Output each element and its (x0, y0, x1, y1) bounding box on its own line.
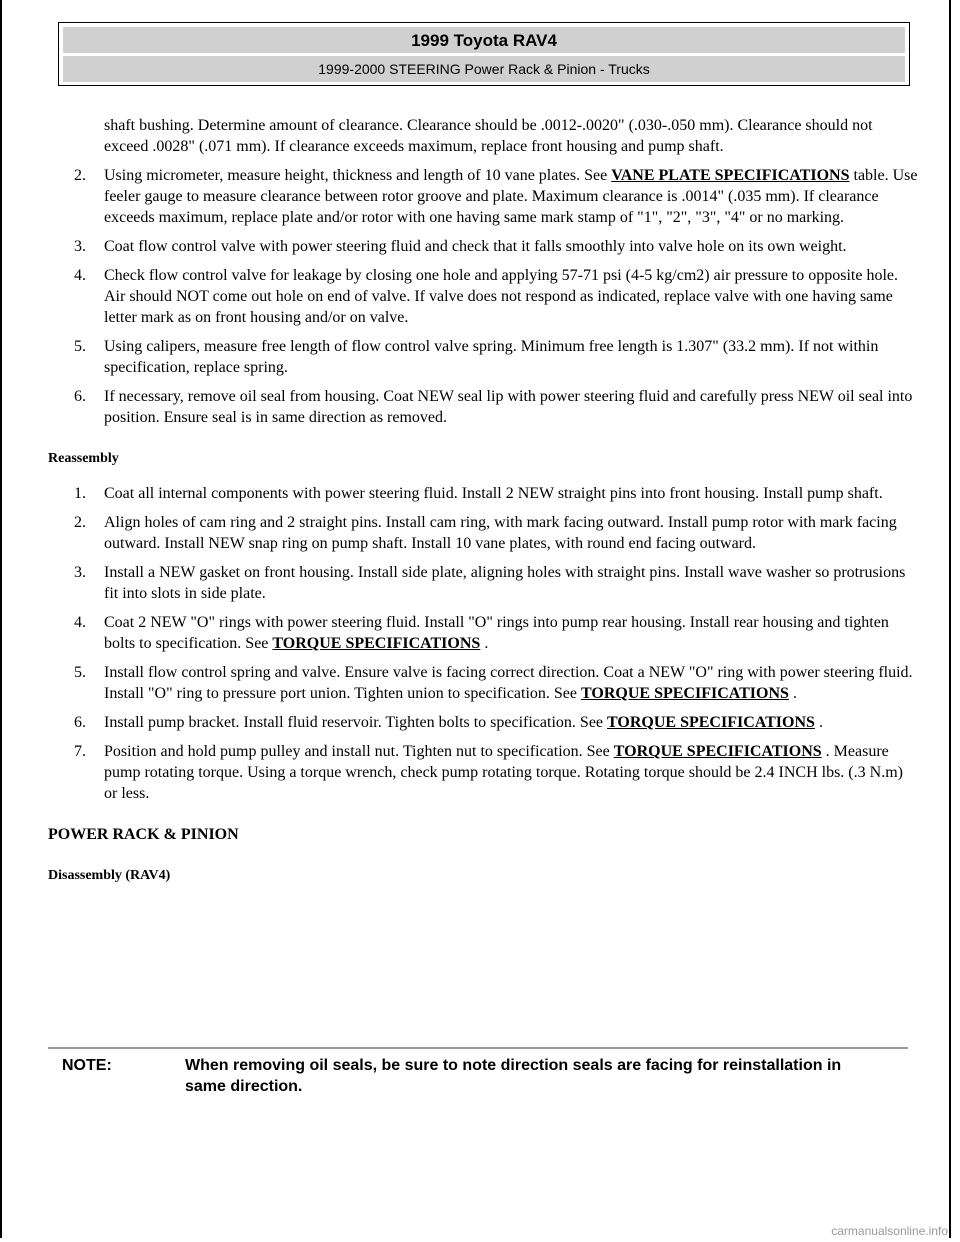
list-item (48, 483, 918, 504)
step-text: Position and hold pump pulley and install nut. Tighten nut to specification. See (104, 743, 614, 760)
note-box (48, 1047, 908, 1095)
list-item (48, 236, 918, 257)
step-text: Check flow control valve for leakage by closing one hole and applying 57-71 psi (4-5 kg/cm2) air pressure to opposite hole. Air should NOT come out hole on end of valve. If valve does not respond as indicated, replace valve with one having same letter mark as on front housing and/or on valve. (104, 267, 899, 326)
step-text: Coat all internal components with power steering fluid. Install 2 NEW straight pins into front housing. Install pump shaft. (104, 485, 883, 502)
note-text: When removing oil seals, be sure to note direction seals are facing for reinstallation in same direction. (185, 1057, 842, 1095)
section-title: POWER RACK & PINION (48, 826, 239, 843)
footer-watermark: carmanualsonline.info (831, 1224, 948, 1238)
list-item (48, 612, 918, 654)
list-item (48, 662, 918, 704)
step-number: 2. (74, 167, 86, 184)
spec-link[interactable]: TORQUE SPECIFICATIONS (272, 635, 481, 652)
spec-link[interactable]: TORQUE SPECIFICATIONS (581, 685, 789, 702)
step-number: 6. (74, 388, 86, 405)
step-text: Install flow control spring and valve. Ensure valve is facing correct direction. Coat a NEW "O" ring with power steering fluid. Install "O" ring to pressure port union. Tighten union to specification. See (104, 664, 913, 702)
list-item (48, 336, 918, 378)
step-number: 6. (74, 714, 86, 731)
spec-link[interactable]: TORQUE SPECIFICATIONS (607, 714, 815, 731)
step-text: Using calipers, measure free length of flow control valve spring. Minimum free length is 1.307" (33.2 mm). If not within specification, replace spring. (104, 338, 879, 376)
list-item (48, 386, 918, 428)
step-number: 3. (74, 238, 86, 255)
step-text-continued: . (480, 635, 489, 652)
spec-link[interactable]: VANE PLATE SPECIFICATIONS (611, 167, 850, 184)
spec-link[interactable]: TORQUE SPECIFICATIONS (613, 743, 822, 760)
step-number: 5. (74, 338, 86, 355)
list-item (48, 741, 918, 804)
list-item (48, 712, 918, 733)
reassembly-heading: Reassembly (48, 451, 119, 466)
document-body (48, 115, 918, 900)
step-text: Align holes of cam ring and 2 straight pins. Install cam ring, with mark facing outward. Install pump rotor with mark facing outward. Install NEW snap ring on pump shaft. Install 10 vane plates, with round end facing outward. (104, 514, 897, 552)
step-text: If necessary, remove oil seal from housing. Coat NEW seal lip with power steering fluid and carefully press NEW oil seal into position. Ensure seal is in same direction as removed. (104, 388, 913, 426)
step-text-continued: table. Use feeler gauge to measure clearance between rotor groove and plate. Maximum clearance is .0014" (.035 mm). If clearance exceeds maximum, replace plate and/or rotor with one having same mark stamp of "1", "2", "3", "4" or no marking. (104, 167, 918, 226)
step-text: Coat 2 NEW "O" rings with power steering fluid. Install "O" rings into pump rear housing. Install rear housing and tighten bolts to specification. See (104, 614, 889, 652)
step-number: 4. (74, 614, 86, 631)
step-number: 1. (74, 485, 86, 502)
list-item (48, 512, 918, 554)
intro-paragraph: shaft bushing. Determine amount of clearance. Clearance should be .0012-.0020" (.030-.050 mm). Clearance should not exceed .0028" (.071 mm). If clearance exceeds maximum, replace front housing and pump shaft. (104, 117, 873, 155)
step-text-continued: . (814, 714, 823, 731)
note-label: NOTE: (62, 1057, 112, 1074)
list-item (48, 562, 918, 604)
step-text-continued: . (788, 685, 797, 702)
step-text: Coat flow control valve with power steering fluid and check that it falls smoothly into valve hole on its own weight. (104, 238, 847, 255)
step-number: 7. (74, 743, 86, 760)
document-title: 1999 Toyota RAV4 (63, 27, 905, 53)
step-text-continued: . Measure pump rotating torque. Using a torque wrench, check pump rotating torque. Rotating torque should be 2.4 INCH lbs. (.3 N.m) or less. (104, 743, 903, 802)
step-number: 3. (74, 564, 86, 581)
disassembly-heading: Disassembly (RAV4) (48, 868, 171, 883)
step-number: 2. (74, 514, 86, 531)
step-text: Install a NEW gasket on front housing. Install side plate, aligning holes with straight pins. Install wave washer so protrusions fit into slots in side plate. (104, 564, 906, 602)
step-number: 5. (74, 664, 86, 681)
document-header (58, 22, 910, 86)
step-number: 4. (74, 267, 86, 284)
inspection-steps (48, 165, 918, 428)
list-item (48, 165, 918, 228)
step-text: Using micrometer, measure height, thickness and length of 10 vane plates. See (104, 167, 612, 184)
reassembly-steps (48, 483, 918, 804)
document-subtitle: 1999-2000 STEERING Power Rack & Pinion - Trucks (63, 56, 905, 82)
list-item (48, 265, 918, 328)
step-text: Install pump bracket. Install fluid reservoir. Tighten bolts to specification. See (104, 714, 608, 731)
